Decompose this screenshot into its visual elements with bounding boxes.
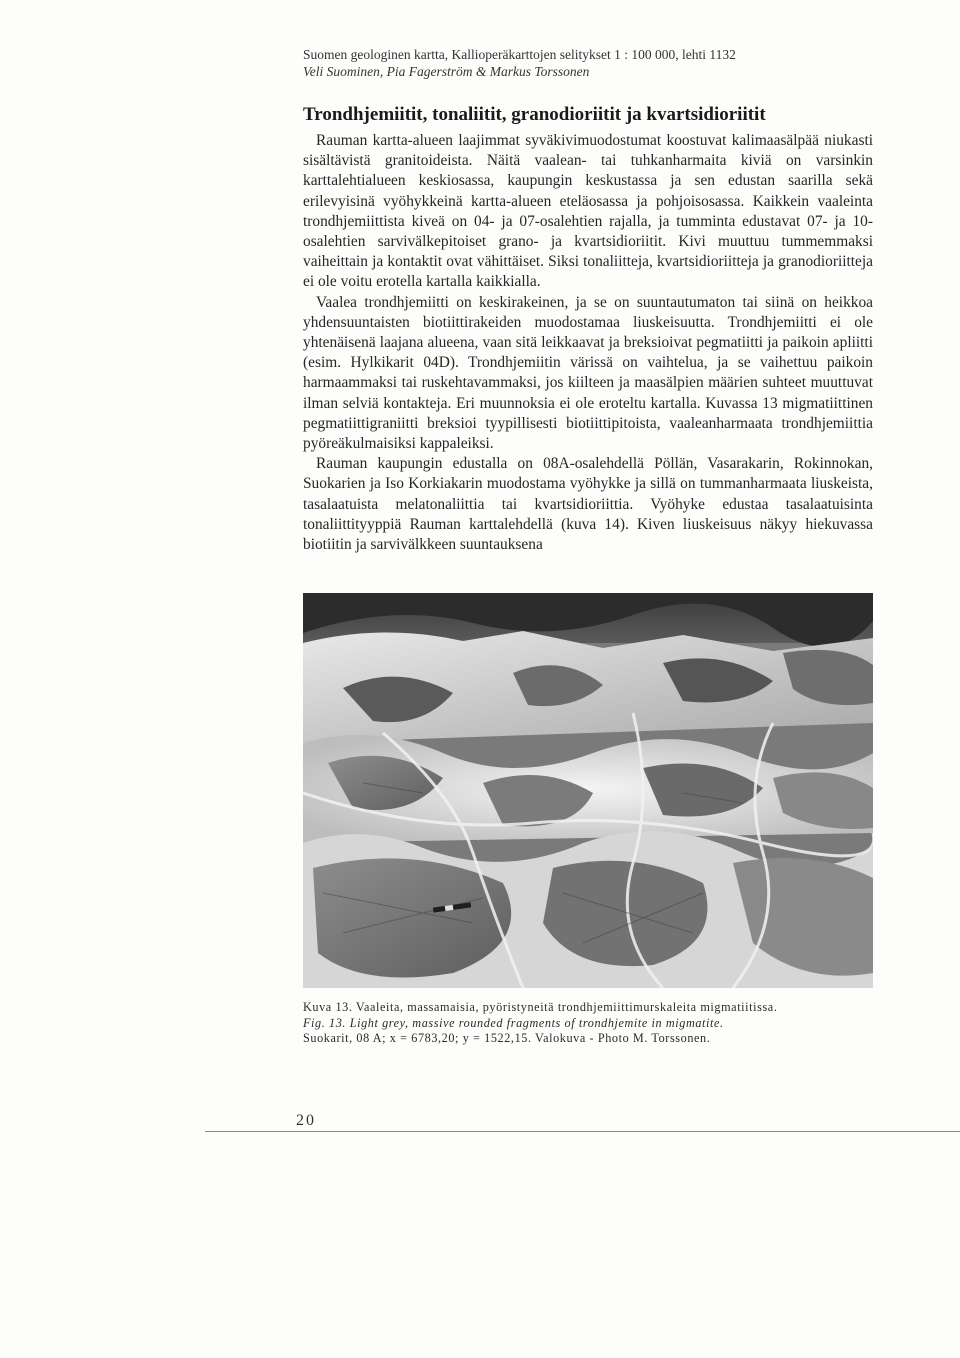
- body-text: [303, 131, 873, 555]
- running-header: [303, 46, 883, 80]
- authors-line: Veli Suominen, Pia Fagerström & Markus Torssonen: [303, 64, 590, 79]
- caption-english: Fig. 13. Light grey, massive rounded fragments of trondhjemite in migmatite.: [303, 1015, 724, 1030]
- page-number: 20: [296, 1112, 316, 1129]
- paragraph: Rauman kaupungin edustalla on 08A-osalehdellä Pöllän, Vasarakarin, Rokinnokan, Suokarien ja Iso Korkiakarin muodostama vyöhykke ja sillä on tummanharmaata liuskeista, tasalaatuista melatonaliittia tai kvartsidioriittia. Vyöhyke edustaa tasalaatuisinta tonaliittityyppiä Rauman karttalehdellä (kuva 14). Kiven liuskeisuus näkyy hiekuvassa biotiitin ja sarvivälkkeen suuntauksena: [303, 455, 873, 554]
- series-line: Suomen geologinen kartta, Kallioperäkarttojen selitykset 1 : 100 000, lehti 1132: [303, 47, 736, 62]
- bottom-rule: [205, 1131, 960, 1132]
- figure-photo: [303, 593, 873, 988]
- paragraph: Rauman kartta-alueen laajimmat syväkivimuodostumat koostuvat kalimaasälpää niukasti sisältävistä granitoideista. Näitä vaalean- tai tuhkanharmaita kiviä on varsinkin karttalehtialueen keskiosassa, kaupungin keskustassa ja sen edustan saarilla sekä erilevyisinä vyöhykkeinä kartta-alueen eteläosassa ja pohjoisosassa. Kaikkein vaaleinta trondhjemiittista kiveä on 04- ja 07-osalehtien rajalla, ja tumminta edustavat 07- ja 10-osalehtien sarvivälkepitoiset grano- ja kvartsidioriitit. Kivi muuttuu tummemmaksi vaiheittain ja kontaktit ovat vähittäiset. Siksi tonaliitteja, kvartsidioriitteja ja granodioriitteja ei ole voitu erotella kartalla kaikkialla.: [303, 132, 873, 291]
- paragraph: Vaalea trondhjemiitti on keskirakeinen, ja se on suuntautumaton tai siinä on heikkoa yhdensuuntaisten biotiittirakeiden muodostamaa liuskeisuutta. Trondhjemiitti ei ole yhtenäisenä laajana alueena, vaan sitä leikkaavat ja breksioivat pegmatiitti ja paikoin apliitti (esim. Hylkikarit 04D). Trondhjemiitin värissä on vaihtelua, ja se vaihettuu paikoin harmaammaksi tai ruskehtavammaksi, jos kiilteen ja maasälpien määrien suhteet muuttuvat ilman selviä kontakteja. Eri muunnoksia ei ole eroteltu kartalla. Kuvassa 13 migmatiittinen pegmatiittigraniitti breksioi tyypillisesti biotiittipitoista, vaaleanharmaata trondhjemiittia pyöreäkulmaisiksi kappaleiksi.: [303, 293, 873, 453]
- figure-caption: [303, 1000, 883, 1047]
- section-title: Trondhjemiitit, tonaliitit, granodioriitit ja kvartsidioriitit: [303, 104, 766, 125]
- caption-credit: Suokarit, 08 A; x = 6783,20; y = 1522,15. Valokuva - Photo M. Torssonen.: [303, 1031, 711, 1046]
- caption-finnish: Kuva 13. Vaaleita, massamaisia, pyöristyneitä trondhjemiittimurskaleita migmatiitissa.: [303, 1000, 778, 1014]
